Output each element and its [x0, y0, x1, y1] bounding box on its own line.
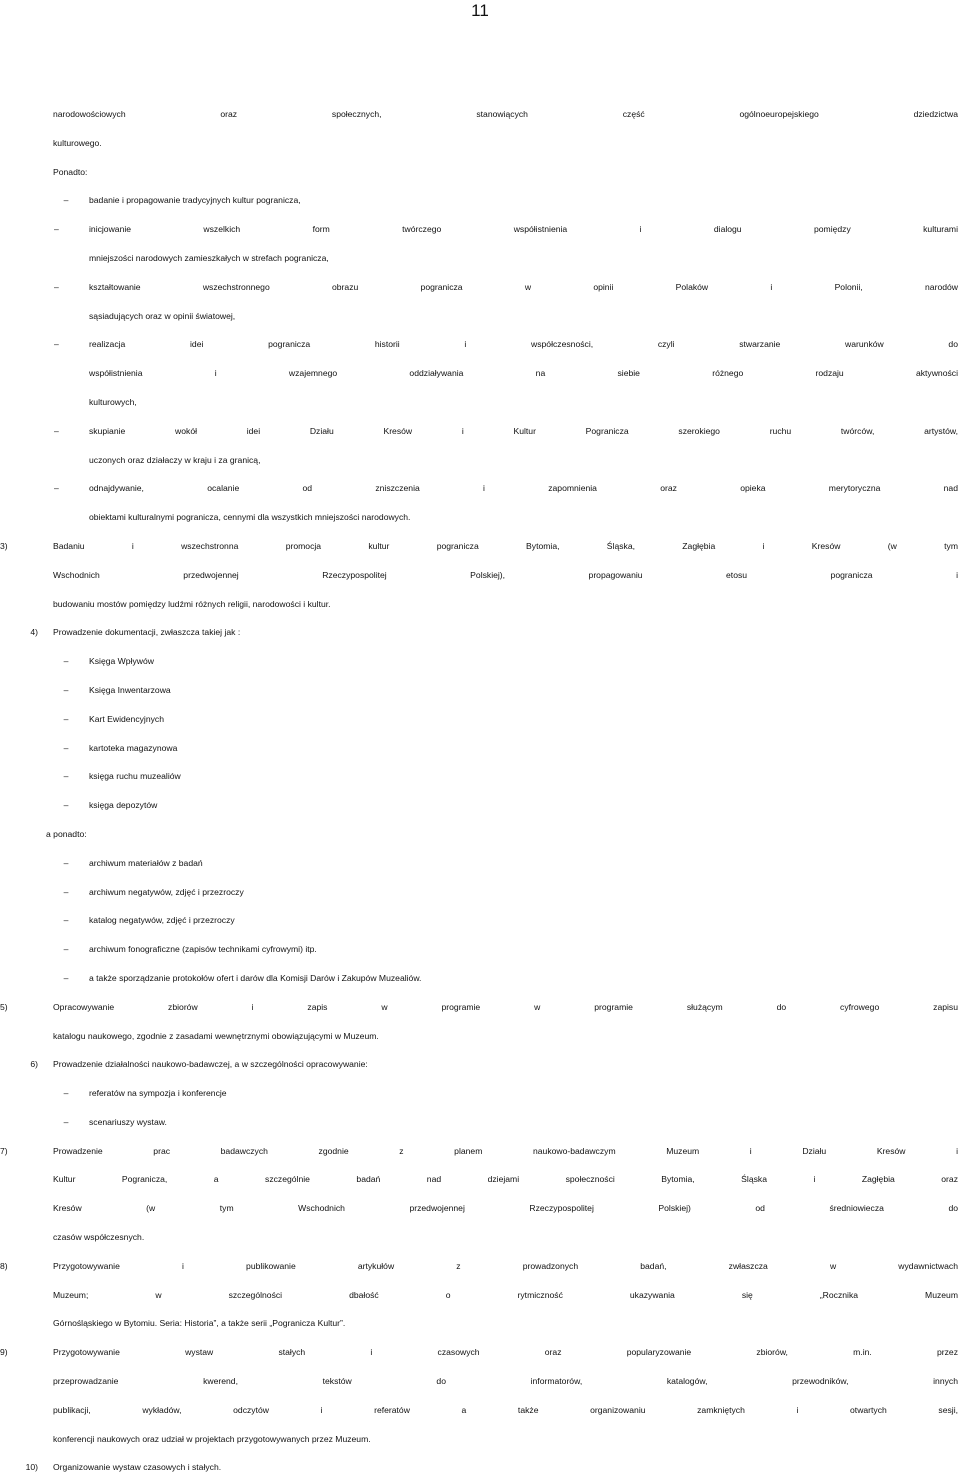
numbered-item — [0, 993, 960, 1022]
item-number: 9) — [0, 1347, 8, 1358]
line-text: kartoteka magazynowa — [89, 742, 178, 753]
paragraph-line — [0, 561, 960, 590]
line-text: mniejszości narodowych zamieszkałych w strefach pogranicza, — [89, 252, 329, 263]
page-number: 11 — [471, 1, 489, 20]
list-item — [0, 215, 960, 244]
line-text: katalog negatywów, zdjęć i przezroczy — [89, 915, 235, 926]
dash-bullet: – — [54, 281, 59, 292]
line-text: odnajdywanie, ocalanie od zniszczenia i zapomnienia oraz opieka merytoryczna nad — [89, 483, 958, 494]
numbered-item — [0, 1137, 960, 1166]
line-text: Prowadzenie działalności naukowo-badawczej, a w szczególności opracowywanie: — [53, 1059, 368, 1070]
dash-bullet: – — [63, 944, 69, 955]
numbered-item — [0, 1050, 960, 1079]
list-item — [0, 1079, 960, 1108]
line-text: Muzeum; w szczególności dbałość o rytmiczność ukazywania się „Rocznika Muzeum — [53, 1289, 958, 1300]
document-body — [0, 100, 960, 1482]
line-text: publikacji, wykładów, odczytów i referatów a także organizowaniu zamkniętych i otwartych sesji, — [53, 1404, 958, 1415]
line-text: archiwum fonograficzne (zapisów technikami cyfrowymi) itp. — [89, 944, 317, 955]
paragraph-line — [0, 590, 960, 619]
list-item — [0, 762, 960, 791]
dash-bullet: – — [63, 742, 69, 753]
line-text: Opracowywanie zbiorów i zapis w programie w programie służącym do cyfrowego zapisu — [53, 1001, 958, 1012]
line-text: archiwum negatywów, zdjęć i przezroczy — [89, 886, 244, 897]
continuation-line — [0, 359, 960, 388]
line-text: a także sporządzanie protokołów ofert i darów dla Komisji Darów i Zakupów Muzealiów. — [89, 972, 422, 983]
line-text: Kresów (w tym Wschodnich przedwojennej Rzeczypospolitej Polskiej) od średniowiecza do — [53, 1203, 958, 1214]
numbered-item — [0, 532, 960, 561]
dash-bullet: – — [54, 224, 59, 235]
list-item — [0, 417, 960, 446]
list-item — [0, 791, 960, 820]
list-item — [0, 1108, 960, 1137]
list-item — [0, 273, 960, 302]
line-text: badanie i propagowanie tradycyjnych kultur pogranicza, — [89, 195, 301, 206]
dash-bullet: – — [63, 972, 69, 983]
list-item — [0, 676, 960, 705]
numbered-item — [0, 1338, 960, 1367]
paragraph-line — [0, 1194, 960, 1223]
continuation-line — [0, 388, 960, 417]
list-item — [0, 705, 960, 734]
list-item — [0, 647, 960, 676]
paragraph-line — [0, 1165, 960, 1194]
item-number: 3) — [0, 540, 8, 551]
numbered-item — [0, 1252, 960, 1281]
list-item — [0, 906, 960, 935]
item-number: 6) — [30, 1059, 38, 1070]
paragraph-line — [0, 129, 960, 158]
continuation-line — [0, 302, 960, 331]
line-text: a ponadto: — [46, 828, 87, 839]
paragraph-line — [0, 1367, 960, 1396]
line-text: Górnośląskiego w Bytomiu. Seria: Historia”, a także serii „Pogranicza Kultur”. — [53, 1318, 346, 1329]
line-text: księga depozytów — [89, 800, 158, 811]
item-number: 10) — [25, 1462, 38, 1473]
line-text: inicjowanie wszelkich form twórczego współistnienia i dialogu pomiędzy kulturami — [89, 224, 958, 235]
line-text: scenariuszy wystaw. — [89, 1116, 167, 1127]
numbered-item — [0, 618, 960, 647]
line-text: Przygotowywanie wystaw stałych i czasowych oraz popularyzowanie zbiorów, m.in. przez — [53, 1347, 958, 1358]
line-text: Przygotowywanie i publikowanie artykułów z prowadzonych badań, zwłaszcza w wydawnictwach — [53, 1260, 958, 1271]
line-text: księga ruchu muzealiów — [89, 771, 181, 782]
list-item — [0, 186, 960, 215]
line-text: kulturowych, — [89, 396, 137, 407]
line-text: Kart Ewidencyjnych — [89, 713, 164, 724]
line-text: Księga Wpływów — [89, 656, 154, 667]
dash-bullet: – — [63, 1116, 69, 1127]
dash-bullet: – — [63, 857, 69, 868]
line-text: współistnienia i wzajemnego oddziaływania na siebie różnego rodzaju aktywności — [89, 368, 958, 379]
numbered-item — [0, 1453, 960, 1482]
line-text: skupianie wokół idei Działu Kresów i Kultur Pogranicza szerokiego ruchu twórców, artystów, — [89, 425, 958, 436]
line-text: przeprowadzanie kwerend, tekstów do informatorów, katalogów, przewodników, innych — [53, 1376, 958, 1387]
line-text: Prowadzenie prac badawczych zgodnie z planem naukowo-badawczym Muzeum i Działu Kresów i — [53, 1145, 958, 1156]
dash-bullet: – — [63, 656, 69, 667]
list-item — [0, 878, 960, 907]
line-text: budowaniu mostów pomiędzy ludźmi różnych religii, narodowości i kultur. — [53, 598, 331, 609]
line-text: kulturowego. — [53, 137, 102, 148]
paragraph-line — [0, 1223, 960, 1252]
line-text: czasów współczesnych. — [53, 1232, 145, 1243]
line-text: kształtowanie wszechstronnego obrazu pogranicza w opinii Polaków i Polonii, narodów — [89, 281, 958, 292]
list-item — [0, 330, 960, 359]
line-text: Prowadzenie dokumentacji, zwłaszcza takiej jak : — [53, 627, 241, 638]
dash-bullet: – — [63, 886, 69, 897]
line-text: Wschodnich przedwojennej Rzeczypospolitej Polskiej), propagowaniu etosu pogranicza i — [53, 569, 958, 580]
paragraph-line — [0, 100, 960, 129]
item-number: 8) — [0, 1260, 8, 1271]
line-text: uczonych oraz działaczy w kraju i za granicą, — [89, 454, 261, 465]
paragraph-line — [0, 820, 960, 849]
line-text: sąsiadujących oraz w opinii światowej, — [89, 310, 236, 321]
dash-bullet: – — [54, 483, 59, 494]
dash-bullet: – — [54, 339, 59, 350]
list-item — [0, 964, 960, 993]
dash-bullet: – — [63, 195, 69, 206]
line-text: katalogu naukowego, zgodnie z zasadami wewnętrznymi obowiązującymi w Muzeum. — [53, 1030, 379, 1041]
dash-bullet: – — [63, 915, 69, 926]
list-item — [0, 849, 960, 878]
dash-bullet: – — [63, 684, 69, 695]
dash-bullet: – — [63, 1088, 69, 1099]
dash-bullet: – — [54, 425, 59, 436]
line-text: realizacja idei pogranicza historii i współczesności, czyli stwarzanie warunków do — [89, 339, 958, 350]
line-text: obiektami kulturalnymi pogranicza, cennymi dla wszystkich mniejszości narodowych. — [89, 512, 411, 523]
line-text: Ponadto: — [53, 166, 88, 177]
paragraph-line — [0, 1309, 960, 1338]
line-text: narodowościowych oraz społecznych, stanowiących część ogólnoeuropejskiego dziedzictwa — [53, 109, 958, 119]
list-item — [0, 474, 960, 503]
dash-bullet: – — [63, 771, 69, 782]
line-text: Księga Inwentarzowa — [89, 684, 171, 695]
dash-bullet: – — [63, 713, 69, 724]
line-text: Badaniu i wszechstronna promocja kultur pogranicza Bytomia, Śląska, Zagłębia i Kresów (w tym — [53, 540, 958, 551]
line-text: Kultur Pogranicza, a szczególnie badań nad dziejami społeczności Bytomia, Śląska i Zagłębia oraz — [53, 1174, 958, 1185]
line-text: Organizowanie wystaw czasowych i stałych. — [53, 1462, 222, 1473]
item-number: 7) — [0, 1145, 8, 1156]
continuation-line — [0, 244, 960, 273]
dash-bullet: – — [63, 800, 69, 811]
continuation-line — [0, 446, 960, 475]
line-text: archiwum materiałów z badań — [89, 857, 203, 868]
line-text: konferencji naukowych oraz udział w projektach przygotowywanych przez Muzeum. — [53, 1433, 371, 1444]
item-number: 5) — [0, 1001, 8, 1012]
paragraph-line — [0, 1022, 960, 1051]
continuation-line — [0, 503, 960, 532]
paragraph-line — [0, 1281, 960, 1310]
list-item — [0, 734, 960, 763]
paragraph-line — [0, 158, 960, 187]
paragraph-line — [0, 1396, 960, 1425]
paragraph-line — [0, 1425, 960, 1454]
list-item — [0, 935, 960, 964]
item-number: 4) — [30, 627, 38, 638]
line-text: referatów na sympozja i konferencje — [89, 1088, 227, 1099]
